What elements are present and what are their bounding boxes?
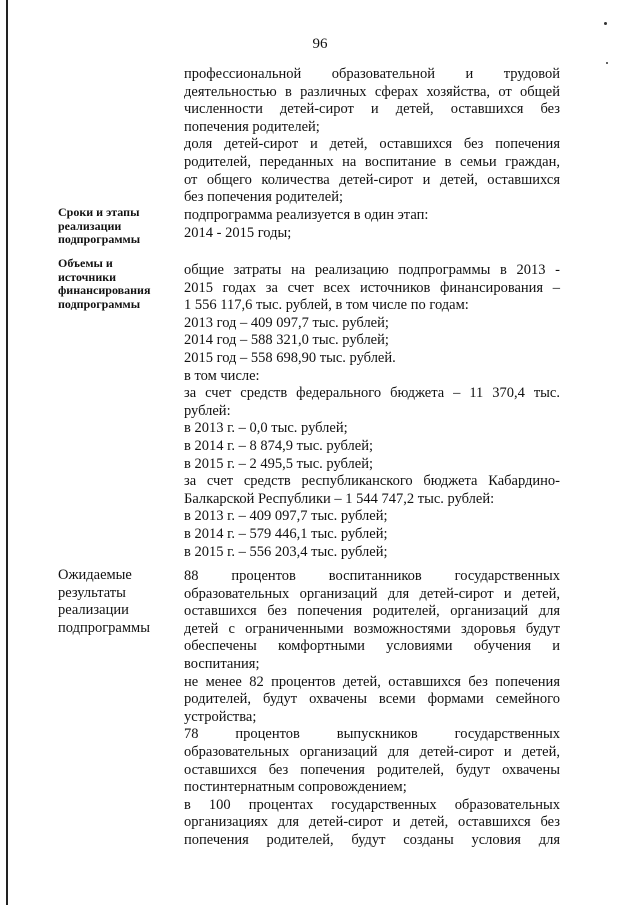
label-timing (58, 206, 178, 247)
text-line: постинтернатным сопровождением; (184, 779, 407, 796)
text-line: оставшихся без попечения родителей, организаций для (184, 603, 560, 620)
text-line: в 2014 г. – 8 874,9 тыс. рублей; (184, 437, 374, 454)
text-line: в 2015 г. – 2 495,5 тыс. рублей; (184, 455, 374, 472)
funding-text (184, 262, 560, 561)
text-line: организациях для детей-сирот и детей, оставшихся без (184, 814, 560, 831)
indicators-continuation-text (184, 66, 560, 207)
text-line: родителей, переданных на воспитание в семьи граждан, (184, 153, 560, 170)
text-line: 2015 год – 558 698,90 тыс. рублей. (184, 349, 396, 366)
label-funding (58, 257, 178, 311)
label-line: реализации (58, 602, 129, 618)
label-line: финансирования (58, 283, 151, 297)
scan-speck (604, 22, 607, 25)
text-line: детей с ограниченными возможностями здоровья будут (184, 620, 560, 637)
label-line: подпрограммы (58, 296, 141, 311)
text-line: от общего количества детей-сирот и детей, оставшихся (184, 171, 560, 188)
timing-text (184, 207, 560, 242)
label-line: Сроки и этапы (58, 205, 140, 219)
text-line: попечения родителей; (184, 118, 320, 135)
text-line: образовательных организаций для детей-сирот и детей, (184, 585, 560, 602)
text-line: в 2013 г. – 409 097,7 тыс. рублей; (184, 508, 388, 525)
text-line: Балкарской Республики – 1 544 747,2 тыс. рублей: (184, 490, 495, 507)
text-line: в 2015 г. – 556 203,4 тыс. рублей; (184, 543, 388, 560)
label-line: источники (58, 269, 117, 284)
text-line: не менее 82 процентов детей, оставшихся без попечения (184, 673, 560, 690)
text-line: 2013 год – 409 097,7 тыс. рублей; (184, 314, 389, 331)
text-line: в том числе: (184, 367, 260, 384)
text-line: 2015 годах за счет всех источников финансирования – (184, 279, 560, 296)
text-line: 2014 - 2015 годы; (184, 224, 292, 241)
text-line: попечения родителей, будут созданы условия для (184, 831, 560, 848)
text-line: доля детей-сирот и детей, оставшихся без попечения (184, 136, 560, 153)
text-line: в 2014 г. – 579 446,1 тыс. рублей; (184, 525, 388, 542)
label-line: Ожидаемые (58, 567, 132, 583)
label-line: подпрограммы (58, 232, 141, 246)
label-results (58, 567, 178, 637)
text-line: 88 процентов воспитанников государственных (184, 568, 560, 584)
text-line: в 2013 г. – 0,0 тыс. рублей; (184, 420, 348, 437)
text-line: за счет средств республиканского бюджета Кабардино- (184, 473, 560, 490)
text-line: подпрограмма реализуется в один этап: (184, 207, 429, 223)
label-line: подпрограммы (58, 619, 150, 636)
text-line: рублей: (184, 402, 231, 419)
text-line: без попечения родителей; (184, 189, 343, 206)
text-line: 1 556 117,6 тыс. рублей, в том числе по годам: (184, 297, 469, 314)
label-line: результаты (58, 584, 126, 601)
text-line: профессиональной образовательной и трудовой (184, 66, 560, 82)
results-text (184, 568, 560, 850)
text-line: устройства; (184, 708, 257, 725)
text-line: оставшихся без попечения родителей, будут охвачены (184, 761, 560, 778)
text-line: в 100 процентах государственных образовательных (184, 796, 560, 813)
text-line: общие затраты на реализацию подпрограммы в 2013 - (184, 262, 560, 278)
scan-speck (606, 62, 608, 64)
text-line: численности детей-сирот и детей, оставшихся без (184, 101, 560, 118)
label-line: реализации (58, 218, 122, 233)
text-line: родителей, будут охвачены всеми формами семейного (184, 691, 560, 708)
text-line: за счет средств федерального бюджета – 11 370,4 тыс. (184, 385, 560, 402)
text-line: образовательных организаций для детей-сирот и детей, (184, 743, 560, 760)
text-line: воспитания; (184, 655, 260, 672)
text-line: обеспечены комфортными условиями обучения и (184, 638, 560, 655)
text-line: деятельностью в различных сферах хозяйства, от общей (184, 83, 560, 100)
scan-edge-line (6, 0, 8, 905)
text-line: 78 процентов выпускников государственных (184, 726, 560, 743)
page-number: 96 (312, 36, 328, 52)
text-line: 2014 год – 588 321,0 тыс. рублей; (184, 332, 389, 349)
label-line: Объемы и (58, 256, 113, 270)
